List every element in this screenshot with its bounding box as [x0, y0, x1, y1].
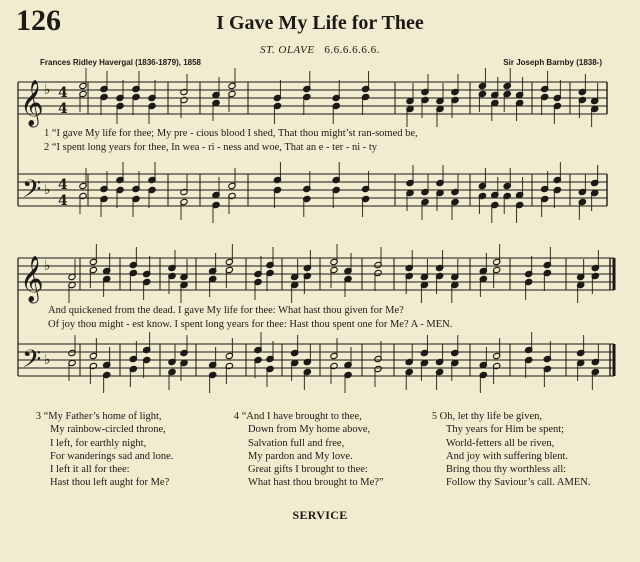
stanza-5: 5 Oh, let thy life be given, Thy years for Him be spent; World-fetters all be riven, And joy with suffering blent. Bring thou thy worthless all: Follow thy Saviour’s call. AMEN.	[432, 411, 591, 489]
hymn-number: 126	[16, 4, 61, 37]
treble-clef: 𝄞	[20, 256, 44, 302]
bass-staff	[18, 344, 614, 376]
system1-lyric-verse1: 1 “I gave My life for thee; My pre - cious blood I shed, That thou might’st ran-somed be,	[44, 128, 418, 139]
bass-clef: 𝄢	[22, 175, 42, 210]
treble-clef: 𝄞	[20, 80, 44, 126]
bass-clef: 𝄢	[22, 345, 42, 380]
section-label: SERVICE	[292, 508, 348, 522]
key-signature-flat: ♭	[44, 352, 51, 368]
time-signature-top: 4	[58, 177, 68, 193]
hymn-title: I Gave My Life for Thee	[216, 12, 424, 34]
composer-credit: Sir Joseph Barnby (1838-)	[503, 58, 602, 67]
key-signature-flat: ♭	[44, 82, 51, 98]
key-signature-flat: ♭	[44, 182, 51, 198]
key-signature-flat: ♭	[44, 258, 51, 274]
tune-name: ST. OLAVE	[260, 44, 315, 56]
stanza-4: 4 “And I have brought to thee, Down from My home above, Salvation full and free, My pardon and My love. Great gifts I brought to thee: What hast thou brought to Me?”	[234, 411, 384, 489]
meter: 6.6.6.6.6.6.	[324, 44, 380, 56]
time-signature-bottom: 4	[58, 101, 68, 117]
stanza-3: 3 “My Father’s home of light, My rainbow-circled throne, I left, for earthly night, For wanderings sad and lone. I left it all for thee: Hast thou left aught for Me?	[36, 411, 174, 489]
system1-lyric-verse2: 2 “I spent long years for thee, In wea - ri - ness and woe, That an e - ter - ni - ty	[44, 142, 378, 153]
time-signature-bottom: 4	[58, 193, 68, 209]
time-signature-top: 4	[58, 85, 68, 101]
system2-lyric-verse1: And quickened from the dead. I gave My life for thee: What hast thou given for Me?	[48, 305, 404, 316]
system2-lyric-verse2: Of joy thou might - est know. I spent long years for thee: Hast thou spent one for Me? A - MEN.	[48, 319, 453, 330]
author-credit: Frances Ridley Havergal (1836-1879), 1858	[40, 58, 201, 67]
